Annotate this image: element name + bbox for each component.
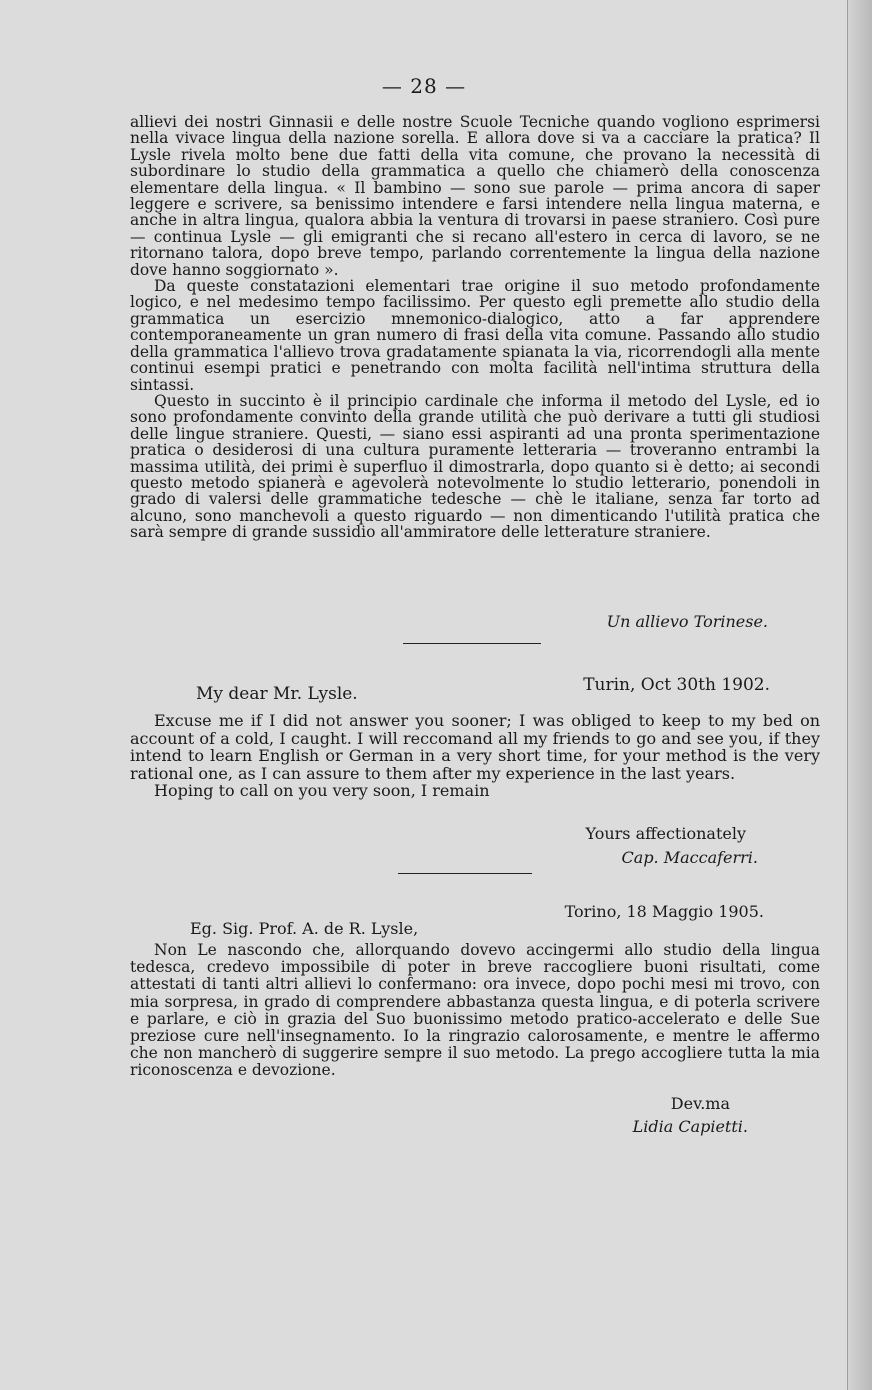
article-paragraph-2: Da queste constatazioni elementari trae origine il suo metodo profondamente logico, e nel medesimo tempo facilissimo. Per questo egli premette allo studio della grammatica un esercizio mnemonico-dialogico, atto a far apprendere contemporaneamente un gran numero di frasi della vita comune. Passando allo studio della grammatica l'allievo trova gradatamente spianata la via, ricorrendogli alla mente continui esempi pratici e penetrando con molta facilità nell'intima struttura della sintassi. bbox=[130, 277, 820, 394]
section-divider-2 bbox=[398, 873, 532, 874]
letter1-signature: Cap. Maccaferri. bbox=[621, 848, 758, 867]
article-signature: Un allievo Torinese. bbox=[606, 612, 768, 631]
letter1-paragraph-2: Hoping to call on you very soon, I remain bbox=[154, 781, 490, 800]
page-number: — 28 — bbox=[381, 74, 467, 98]
letter1-date: Turin, Oct 30th 1902. bbox=[583, 675, 770, 695]
letter2-date: Torino, 18 Maggio 1905. bbox=[564, 902, 764, 921]
letter2-salutation: Eg. Sig. Prof. A. de R. Lysle, bbox=[190, 919, 419, 938]
section-divider-1 bbox=[403, 643, 541, 644]
letter1-salutation: My dear Mr. Lysle. bbox=[196, 684, 358, 704]
book-binding-edge bbox=[847, 0, 872, 1390]
letter2-paragraph: Non Le nascondo che, allorquando dovevo accingermi allo studio della lingua tedesca, credevo impossibile di poter in breve raccogliere buoni risultati, come attestati di tanti altri allievi lo confermano: ora invece, dopo pochi mesi mi trovo, con mia sorpresa, in grado di comprendere abbastanza questa lingua, e di poterla scrivere e parlare, e ciò in grazia del Suo buonissimo metodo pratico-accelerato e delle Sue preziose cure nell'insegnamento. Io la ringrazio calorosamente, e mentre le affermo che non mancherò di suggerire sempre il suo metodo. La prego accogliere tutta la mia riconoscenza e devozione. bbox=[130, 941, 820, 1080]
letter2-body bbox=[130, 942, 820, 1080]
letter1-body bbox=[130, 712, 820, 800]
letter1-paragraph-1: Excuse me if I did not answer you sooner; I was obliged to keep to my bed on account of a cold, I caught. I will reccomand all my friends to go and see you, if they intend to learn English or German in a very short time, for your method is the very rational one, as I can assure to them after my experience in the last years. bbox=[130, 711, 820, 783]
article-paragraph-3: Questo in succinto è il principio cardinale che informa il metodo del Lysle, ed io sono profondamente convinto della grande utilità che può derivare a tutti gli studiosi delle lingue straniere. Questi, — siano essi aspiranti ad una pronta sperimentazione pratica o desiderosi di una cultura puramente letteraria — troveranno entrambi la massima utilità, dei primi è superfluo il dimostrarla, dopo quanto si è detto; ai secondi questo metodo spianerà e agevolerà notevolmente lo studio letterario, ponendoli in grado di valersi delle grammatiche tedesche — chè le italiane, senza far torto ad alcuno, sono manchevoli a questo riguardo — non dimenticando l'utilità pratica che sarà sempre di grande sussidio all'ammiratore delle letterature straniere. bbox=[130, 391, 820, 542]
letter1-closing: Yours affectionately bbox=[585, 824, 746, 843]
article-text bbox=[130, 114, 820, 541]
article-paragraph-1: allievi dei nostri Ginnasii e delle nostre Scuole Tecniche quando vogliono esprimersi nella vivace lingua della nazione sorella. E allora dove si va a cacciare la pratica? Il Lysle rivela molto bene due fatti della vita comune, che provano la necessità di subordinare lo studio della grammatica a quello che chiamerò della conoscenza elementare della lingua. « Il bambino — sono sue parole — prima ancora di saper leggere e scrivere, sa benissimo intendere e farsi intendere nella lingua materna, e anche in altra lingua, qualora abbia la ventura di trovarsi in paese straniero. Così pure — continua Lysle — gli emigranti che si recano all'estero in cerca di lavoro, se ne ritornano talora, dopo breve tempo, parlando correntemente la lingua della nazione dove hanno soggiornato ». bbox=[130, 113, 820, 279]
letter2-signature: Lidia Capietti. bbox=[632, 1117, 748, 1136]
letter2-closing: Dev.ma bbox=[670, 1094, 730, 1113]
